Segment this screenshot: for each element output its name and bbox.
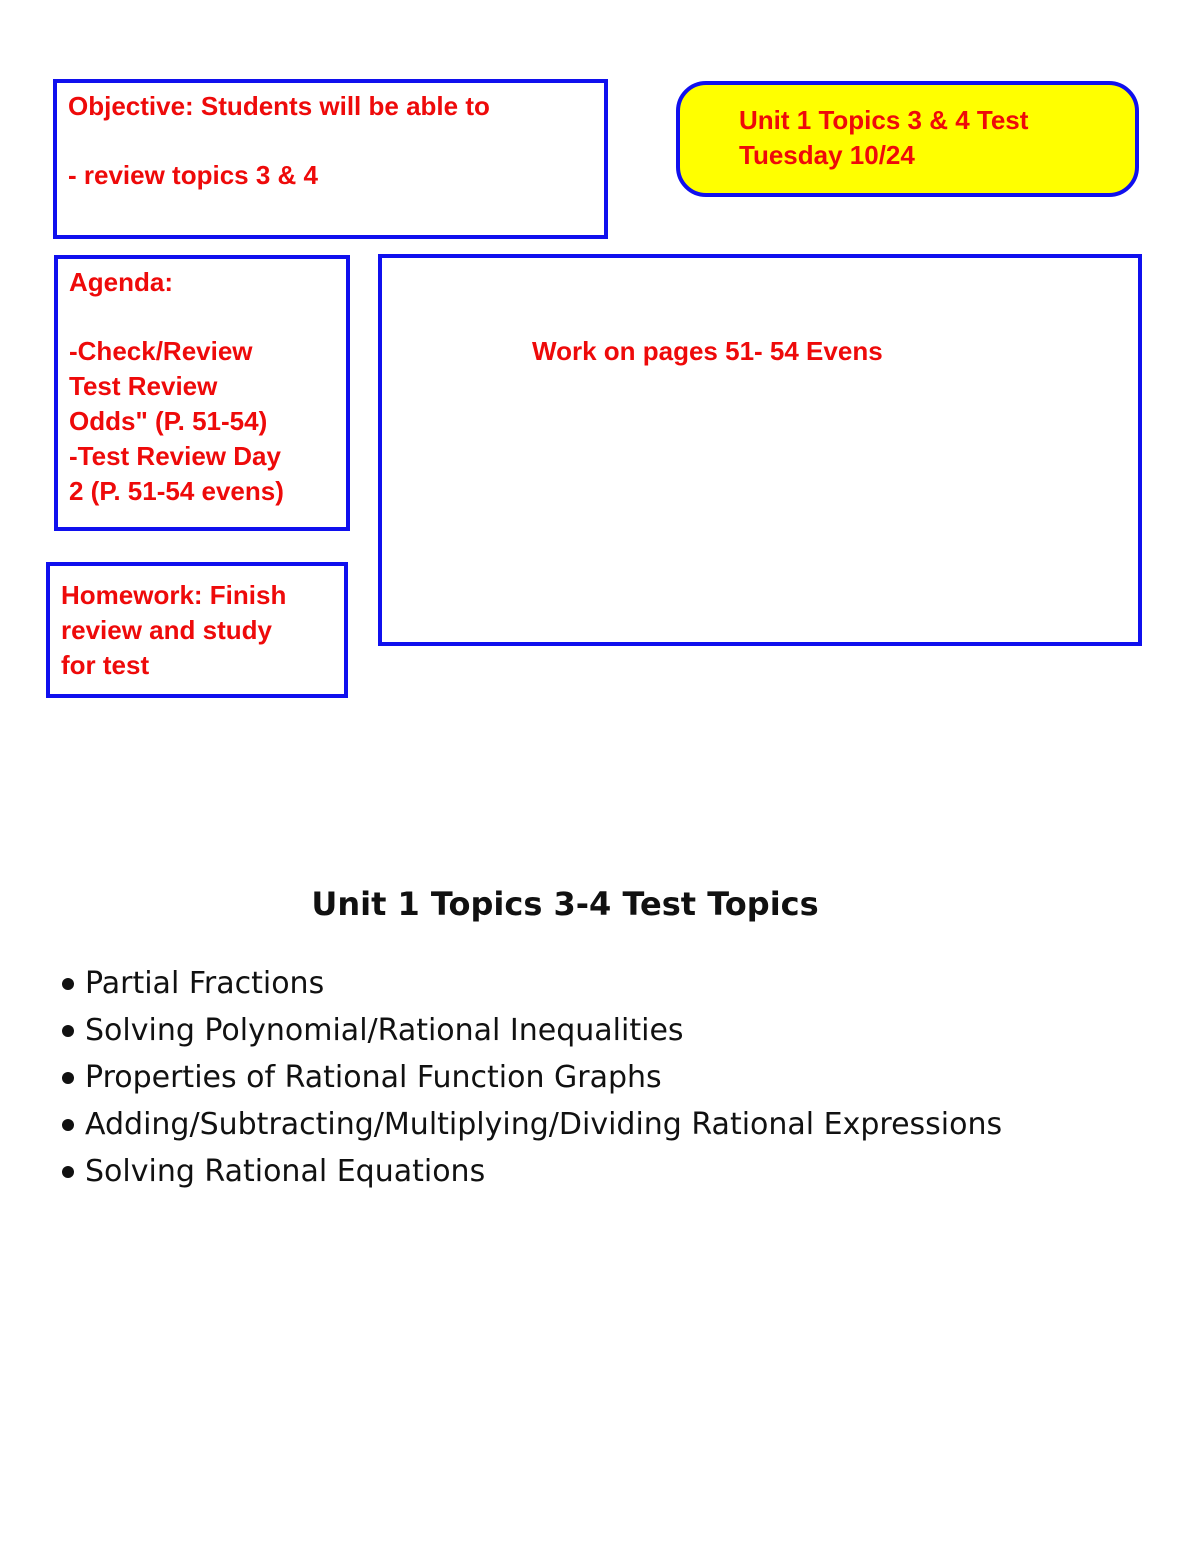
list-item <box>62 1054 1002 1101</box>
bullet-icon <box>62 1025 74 1037</box>
agenda-box <box>54 255 350 531</box>
agenda-line: -Test Review Day <box>69 441 281 471</box>
agenda-line: -Check/Review <box>69 336 253 366</box>
agenda-line: Test Review <box>69 371 218 401</box>
homework-line: for test <box>61 650 150 680</box>
objective-box <box>53 79 608 239</box>
list-item <box>62 1101 1002 1148</box>
topic-text: Partial Fractions <box>85 966 325 1001</box>
test-date-line-2: Tuesday 10/24 <box>739 140 915 170</box>
test-topics-list <box>62 960 1002 1195</box>
list-item <box>62 1148 1002 1195</box>
topic-text: Properties of Rational Function Graphs <box>85 1060 662 1095</box>
homework-line: Homework: Finish <box>61 580 287 610</box>
topic-text: Solving Polynomial/Rational Inequalities <box>85 1013 684 1048</box>
topic-text: Solving Rational Equations <box>85 1154 486 1189</box>
test-date-banner <box>676 81 1139 197</box>
objective-heading: Objective: Students will be able to <box>68 91 490 121</box>
agenda-line: 2 (P. 51-54 evens) <box>69 476 284 506</box>
bullet-icon <box>62 1166 74 1178</box>
bullet-icon <box>62 1072 74 1084</box>
work-instruction: Work on pages 51- 54 Evens <box>532 336 883 366</box>
bullet-icon <box>62 1119 74 1131</box>
bullet-icon <box>62 978 74 990</box>
list-item <box>62 1007 1002 1054</box>
agenda-line: Odds" (P. 51-54) <box>69 406 268 436</box>
homework-line: review and study <box>61 615 272 645</box>
agenda-heading: Agenda: <box>69 267 173 297</box>
objective-item: - review topics 3 & 4 <box>68 160 318 190</box>
homework-box <box>46 562 348 698</box>
test-topics-title: Unit 1 Topics 3-4 Test Topics <box>311 885 819 923</box>
test-date-line-1: Unit 1 Topics 3 & 4 Test <box>739 105 1029 135</box>
work-box <box>378 254 1142 646</box>
list-item <box>62 960 1002 1007</box>
topic-text: Adding/Subtracting/Multiplying/Dividing Rational Expressions <box>85 1107 1003 1142</box>
